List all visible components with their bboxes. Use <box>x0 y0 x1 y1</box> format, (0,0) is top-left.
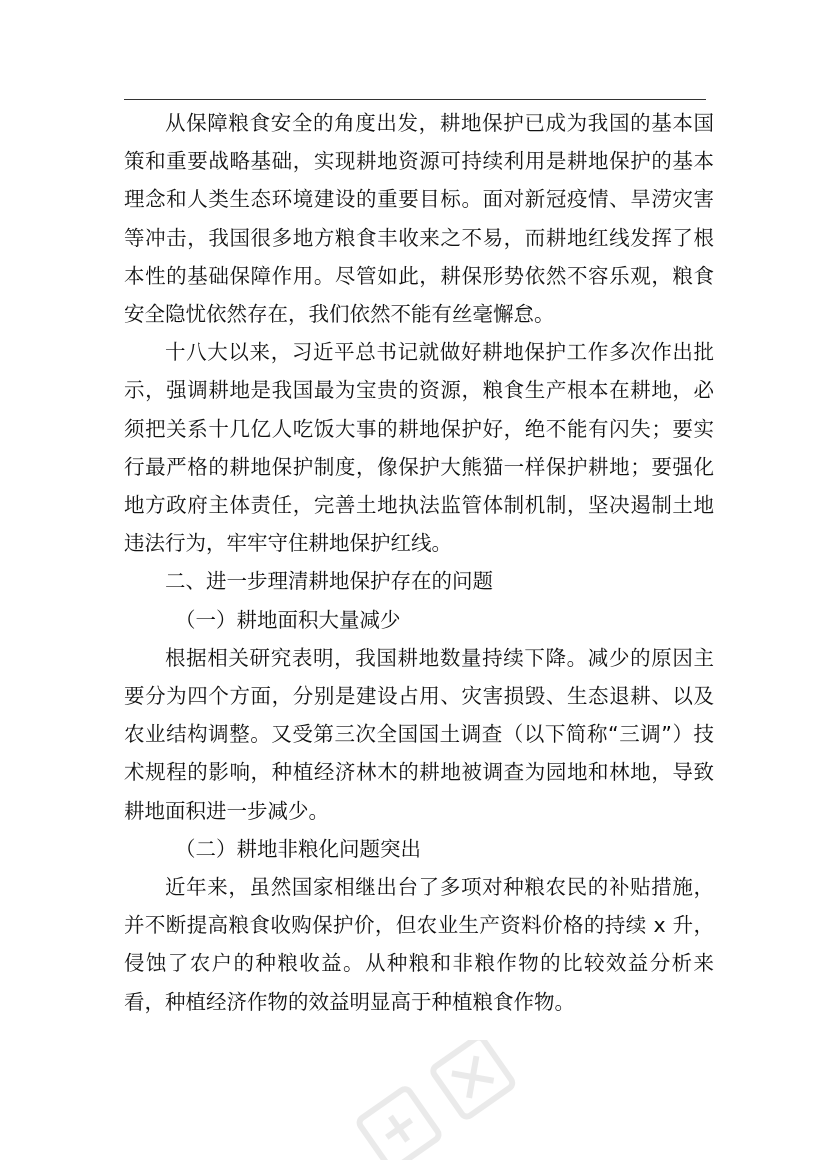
subsection-1-paragraph: 根据相关研究表明，我国耕地数量持续下降。减少的原因主要分为四个方面，分别是建设占用、灾害损毁、生态退耕、以及农业结构调整。又受第三次全国国土调查（以下简称“三调”）技术规程的影响，种植经济林木的耕地被调查为园地和林地，导致耕地面积进一步减少。 <box>124 645 714 823</box>
paragraph-xi-instructions: 十八大以来，习近平总书记就做好耕地保护工作多次作出批示，强调耕地是我国最为宝贵的资源，粮食生产根本在耕地，必须把关系十几亿人吃饭大事的耕地保护好，绝不能有闪失；要实行最严格的耕地保护制度，像保护大熊猫一样保护耕地；要强化地方政府主体责任，完善土地执法监管体制机制，坚决遏制土地违法行为，牢牢守住耕地保护红线。 <box>124 340 714 556</box>
watermark-logo <box>330 1040 550 1160</box>
document-body <box>124 104 714 1021</box>
subsection-2-heading: （二）耕地非粮化问题突出 <box>175 836 421 861</box>
subsection-1-heading: （一）耕地面积大量减少 <box>175 607 401 632</box>
section-heading: 二、进一步理清耕地保护存在的问题 <box>165 569 493 594</box>
header-rule <box>124 99 706 100</box>
subsection-2-paragraph: 近年来，虽然国家相继出台了多项对种粮农民的补贴措施，并不断提高粮食收购保护价，但农业生产资料价格的持续 x 升，侵蚀了农户的种粮收益。从种粮和非粮作物的比较效益分析来看，种植经济作物的效益明显高于种植粮食作物。 <box>124 875 714 1014</box>
paragraph-food-security: 从保障粮食安全的角度出发，耕地保护已成为我国的基本国策和重要战略基础，实现耕地资源可持续利用是耕地保护的基本理念和人类生态环境建设的重要目标。面对新冠疫情、旱涝灾害等冲击，我国很多地方粮食丰收来之不易，而耕地红线发挥了根本性的基础保障作用。尽管如此，耕保形势依然不容乐观，粮食安全隐忧依然存在，我们依然不能有丝毫懈怠。 <box>124 111 714 327</box>
